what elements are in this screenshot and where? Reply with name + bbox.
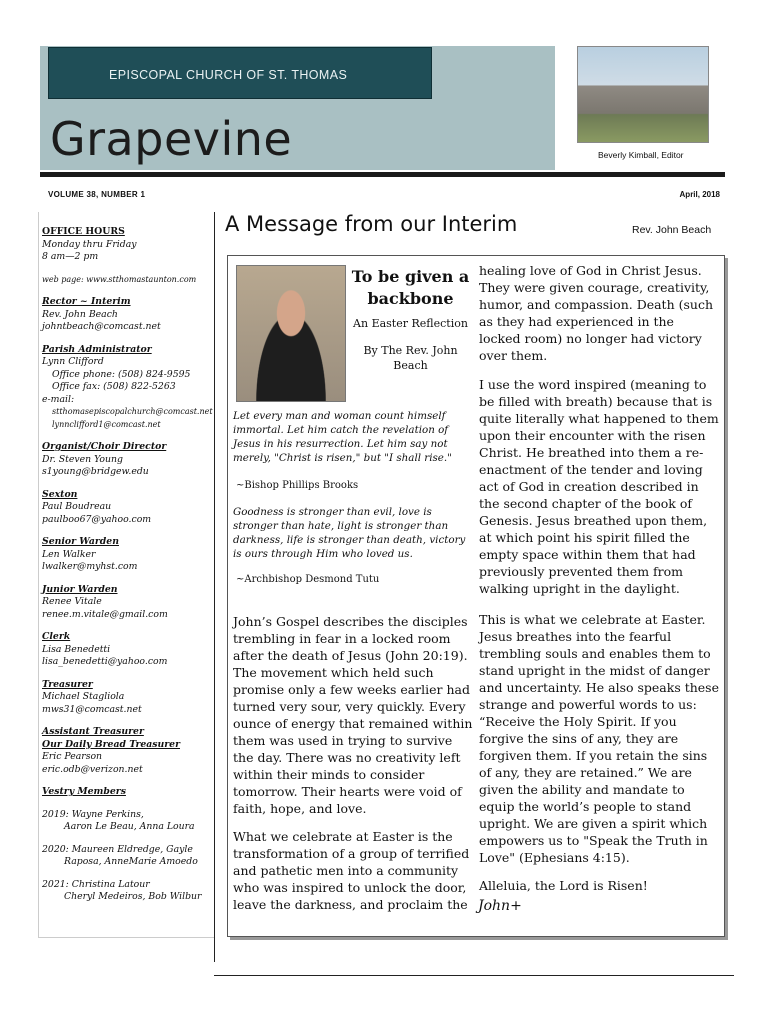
body-paragraph-5: This is what we celebrate at Easter. Jesus breathes into the fearful trembling souls and enables them to stand upright in the midst of danger and uncertainty. He also speaks these strange and powerful words to us: “Receive the Holy Spirit. If you forgive the sins of any, they are forgiven them. If you retain the sins of any, they are retained.” We are given the ability and mandate to equip the world’s people to stand upright. We are given a spirit which empowers us to "Speak the Truth in Love" (Ephesians 4:15). bbox=[479, 612, 719, 865]
clerk-name: Lisa Benedetti bbox=[42, 643, 111, 655]
quote-brooks: Let every man and woman count himself immortal. Let him catch the revelation of Jesus in his resurrection. Let him say not merely, "Christ is risen," but "I shall rise." bbox=[233, 410, 452, 464]
organist-name: Dr. Steven Young bbox=[42, 453, 123, 465]
junior-warden-email: renee.m.vitale@gmail.com bbox=[42, 608, 168, 620]
admin-fax: Office fax: (508) 822-5263 bbox=[52, 381, 176, 392]
vestry-2019: 2019: Wayne Perkins, bbox=[42, 808, 144, 820]
admin-email-1: stthomasepiscopalchurch@comcast.net bbox=[52, 407, 213, 416]
article-title: A Message from our Interim bbox=[225, 212, 518, 236]
staff-directory bbox=[42, 226, 214, 904]
volume-number: VOLUME 38, NUMBER 1 bbox=[48, 190, 146, 199]
editor-credit: Beverly Kimball, Editor bbox=[598, 150, 684, 160]
quote-brooks-attribution: ~Bishop Phillips Brooks bbox=[236, 480, 359, 491]
vestry-2020-cont: Raposa, AnneMarie Amoedo bbox=[64, 856, 198, 867]
org-banner bbox=[48, 47, 432, 99]
rector-heading: Rector ~ Interim bbox=[42, 296, 131, 307]
rector-name: Rev. John Beach bbox=[42, 308, 118, 320]
vestry-heading: Vestry Members bbox=[42, 786, 126, 797]
office-time: 8 am—2 pm bbox=[42, 251, 99, 262]
asst-treasurer-name: Eric Pearson bbox=[42, 751, 103, 762]
body-paragraph-1: John’s Gospel describes the disciples trembling in fear in a locked room after the death of Jesus (John 20:19). The movement which held such promise only a few weeks earlier had turned very sour, very quickly. Every ounce of energy that remained within them was used in trying to survive the day. There was no creativity left within their minds to consider tomorrow. Their hearts were void of faith, hope, and love. bbox=[233, 614, 473, 816]
reflection-title: To be given a backbone bbox=[351, 267, 470, 308]
junior-warden-heading: Junior Warden bbox=[42, 583, 118, 595]
webpage-address: web page: www.stthomastaunton.com bbox=[42, 274, 197, 284]
office-hours-heading: OFFICE HOURS bbox=[42, 226, 125, 237]
reflection-subtitle: An Easter Reflection bbox=[353, 317, 468, 330]
senior-warden-name: Len Walker bbox=[42, 548, 96, 560]
sexton-heading: Sexton bbox=[42, 488, 78, 500]
clerk-heading: Clerk bbox=[42, 631, 71, 642]
organist-heading: Organist/Choir Director bbox=[42, 441, 167, 452]
reflection-byline: By The Rev. John Beach bbox=[363, 344, 458, 372]
author-portrait bbox=[236, 265, 346, 402]
vestry-2019-cont: Aaron Le Beau, Anna Loura bbox=[64, 821, 195, 832]
rector-email: johntbeach@comcast.net bbox=[42, 321, 161, 332]
quote-tutu-attribution: ~Archbishop Desmond Tutu bbox=[236, 574, 380, 585]
issue-date: April, 2018 bbox=[679, 190, 720, 199]
signature: John+ bbox=[478, 898, 522, 914]
body-paragraph-3: healing love of God in Christ Jesus. They were given courage, creativity, humor, and compassion. Death (such as they had experienced in the locked room) no longer had victory over them. bbox=[479, 263, 714, 363]
admin-email-label: e-mail: bbox=[42, 393, 75, 405]
asst-treasurer-heading: Assistant Treasurer bbox=[42, 726, 144, 737]
treasurer-email: mws31@comcast.net bbox=[42, 703, 142, 715]
treasurer-name: Michael Stagliola bbox=[42, 691, 125, 702]
sexton-email: paulboo67@yahoo.com bbox=[42, 513, 152, 525]
sexton-name: Paul Boudreau bbox=[42, 501, 112, 512]
body-paragraph-4: I use the word inspired (meaning to be filled with breath) because that is quite literally what happened to them upon their encounter with the risen Christ. He breathed into them a re-enactment of the tender and loving act of God in creation described in the second chapter of the book of Genesis. Jesus breathed upon them, at which point his spirit filled the empty space within them that had previously prevented them from walking upright in the daylight. bbox=[479, 377, 719, 596]
admin-email-2: lynnclifford1@comcast.net bbox=[52, 419, 161, 429]
vestry-2021: 2021: Christina Latour bbox=[42, 878, 150, 890]
header-rule bbox=[40, 172, 725, 177]
treasurer-heading: Treasurer bbox=[42, 678, 93, 690]
vestry-2020: 2020: Maureen Eldredge, Gayle bbox=[42, 843, 193, 855]
sidebar-divider bbox=[214, 212, 215, 962]
asst-treasurer-email: eric.odb@verizon.net bbox=[42, 763, 143, 775]
odb-treasurer-heading: Our Daily Bread Treasurer bbox=[42, 738, 180, 750]
body-paragraph-2: What we celebrate at Easter is the transformation of a group of terrified and pathetic men into a community who was inspired to unlock the door, leave the darkness, and proclaim the bbox=[233, 829, 470, 912]
admin-heading: Parish Administrator bbox=[42, 343, 152, 355]
admin-phone: Office phone: (508) 824-9595 bbox=[52, 368, 191, 380]
senior-warden-heading: Senior Warden bbox=[42, 536, 119, 547]
organist-email: s1young@bridgew.edu bbox=[42, 466, 149, 477]
article-author: Rev. John Beach bbox=[632, 224, 712, 236]
body-paragraph-6: Alleluia, the Lord is Risen! bbox=[479, 878, 648, 893]
newsletter-title: Grapevine bbox=[50, 112, 293, 166]
church-photo bbox=[577, 46, 709, 143]
footer-rule bbox=[214, 975, 734, 976]
senior-warden-email: lwalker@myhst.com bbox=[42, 561, 138, 572]
quote-tutu: Goodness is stronger than evil, love is stronger than hate, light is stronger than darkness, life is stronger than death, victory is ours through Him who loved us. bbox=[233, 506, 466, 560]
office-days: Monday thru Friday bbox=[42, 238, 137, 250]
vestry-2021-cont: Cheryl Medeiros, Bob Wilbur bbox=[64, 891, 202, 902]
admin-name: Lynn Clifford bbox=[42, 356, 104, 367]
org-name: EPISCOPAL CHURCH OF ST. THOMAS bbox=[109, 68, 348, 82]
junior-warden-name: Renee Vitale bbox=[42, 596, 102, 607]
clerk-email: lisa_benedetti@yahoo.com bbox=[42, 656, 168, 667]
